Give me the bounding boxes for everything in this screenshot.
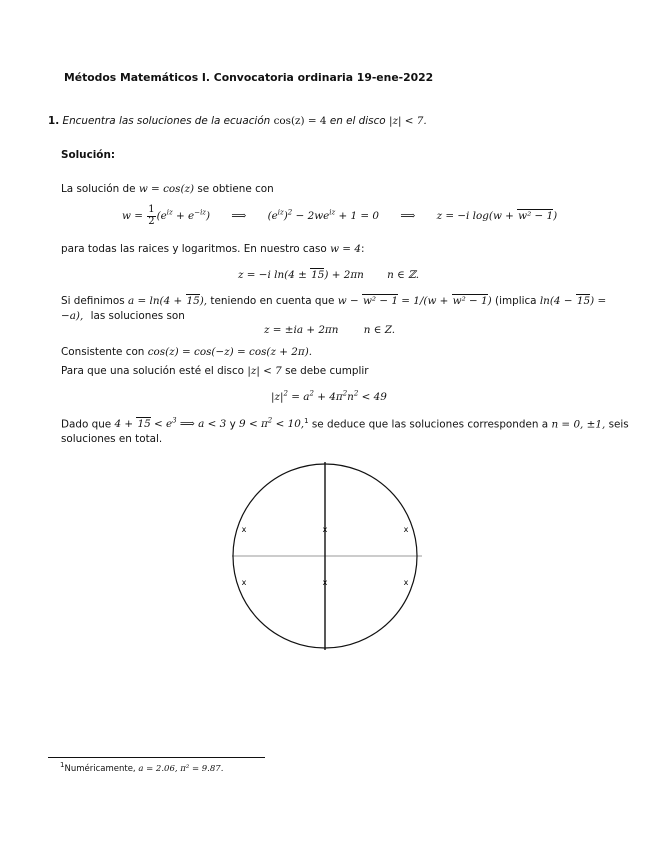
consistent-equation: cos(z) = cos(−z) = cos(z + 2π). bbox=[147, 346, 313, 358]
footnote bbox=[60, 761, 223, 774]
final-paragraph bbox=[61, 417, 629, 430]
para3-f: (implica bbox=[495, 295, 537, 307]
solution-line-2 bbox=[61, 243, 364, 255]
footnote-mark: 1 bbox=[60, 761, 65, 769]
problem-statement bbox=[48, 115, 427, 127]
final-e: y bbox=[229, 418, 236, 431]
footnote-text: Numéricamente, bbox=[64, 763, 136, 774]
disc-tail: se debe cumplir bbox=[285, 365, 369, 377]
paragraph-definition bbox=[61, 295, 606, 307]
consistent-text: Consistente con bbox=[61, 346, 145, 358]
eq3-condition: n ∈ Z. bbox=[363, 324, 396, 336]
solution-marker: x bbox=[322, 578, 328, 587]
eq1-frac-den: 2 bbox=[148, 215, 155, 227]
equation-2 bbox=[238, 269, 419, 281]
solution-disc-figure bbox=[224, 458, 430, 654]
solution-marker: x bbox=[322, 525, 328, 534]
problem-text-mid: en el disco bbox=[329, 115, 386, 127]
footnote-equation: a = 2.06, π² = 9.87. bbox=[138, 763, 224, 774]
eq2-condition: n ∈ ℤ. bbox=[387, 269, 420, 281]
line2-equation: w = 4 bbox=[330, 243, 361, 255]
final-i: n = 0, ±1, bbox=[551, 418, 606, 431]
implies-arrow-1: ⟹ bbox=[231, 210, 247, 222]
para3-d: w − w² − 1 = 1/(w + w² − 1) bbox=[337, 295, 492, 307]
para3-line2-eq: −a), bbox=[61, 310, 84, 322]
equation-4: $|z|^2 = a^2 + 4\pi^2n^2 < 49$ bbox=[271, 390, 387, 404]
intro-tail: se obtiene con bbox=[197, 183, 274, 195]
equation-1 bbox=[122, 205, 557, 227]
footnote-rule bbox=[48, 757, 265, 758]
eq2-expr: z = −i ln(4 ± 15) + 2πn bbox=[238, 269, 364, 281]
eq1-part-b: $(e^{iz})^2 - 2we^{iz} + 1 = 0$ bbox=[267, 208, 380, 222]
footnote-ref: 1 bbox=[304, 417, 309, 425]
final-j: seis bbox=[608, 418, 629, 431]
problem-number: 1. bbox=[48, 115, 60, 127]
eq3-expr: z = ±ia + 2πn bbox=[264, 324, 339, 336]
solution-marker: x bbox=[403, 578, 409, 587]
solution-marker: x bbox=[241, 578, 247, 587]
para3-c: teniendo en cuenta que bbox=[210, 295, 335, 307]
para3-g: ln(4 − 15) = bbox=[539, 295, 607, 307]
problem-text: Encuentra las soluciones de la ecuación bbox=[62, 115, 271, 127]
solution-marker: x bbox=[403, 525, 409, 534]
paragraph-definition-line2 bbox=[61, 310, 185, 322]
problem-disc: |z| < 7. bbox=[388, 115, 427, 127]
para3-b: a = ln(4 + 15), bbox=[128, 295, 208, 307]
solution-intro bbox=[61, 183, 274, 195]
implies-arrow-2: ⟹ bbox=[400, 210, 416, 222]
disc-text: Para que una solución esté el disco bbox=[61, 365, 245, 377]
eq1-part-a: $(e^{iz} + e^{-iz})$ bbox=[156, 208, 211, 222]
disc-condition-line bbox=[61, 365, 369, 377]
final-b: $4 + 15 < e^3$ ⟹ a < 3 bbox=[114, 417, 227, 431]
line2-colon: : bbox=[360, 243, 365, 255]
eq1-fraction bbox=[147, 205, 155, 227]
line2-text: para todas las raices y logaritmos. En nuestro caso bbox=[61, 243, 327, 255]
intro-equation: w = cos(z) bbox=[138, 183, 195, 195]
final-f: $9 < \pi^2 < 10$, bbox=[239, 417, 305, 431]
eq1-frac-num: 1 bbox=[148, 204, 155, 215]
eq1-part-c: z = −i log(w + w² − 1) bbox=[436, 210, 558, 222]
eq1-lhs: w = bbox=[122, 210, 143, 222]
final-a: Dado que bbox=[61, 418, 112, 431]
final-h: se deduce que las soluciones corresponden a bbox=[311, 418, 549, 431]
problem-equation: cos(z) = 4 bbox=[273, 115, 327, 127]
para3-a: Si definimos bbox=[61, 295, 125, 307]
solution-marker: x bbox=[241, 525, 247, 534]
equation-3 bbox=[264, 324, 395, 336]
final-paragraph-line2: soluciones en total. bbox=[61, 433, 163, 445]
disc-equation: |z| < 7 bbox=[247, 365, 282, 377]
page-title: Métodos Matemáticos I. Convocatoria ordinaria 19-ene-2022 bbox=[64, 71, 434, 84]
solution-heading: Solución: bbox=[61, 149, 115, 161]
intro-text: La solución de bbox=[61, 183, 136, 195]
consistency-line bbox=[61, 346, 312, 358]
para3-line2-text: las soluciones son bbox=[90, 310, 185, 322]
